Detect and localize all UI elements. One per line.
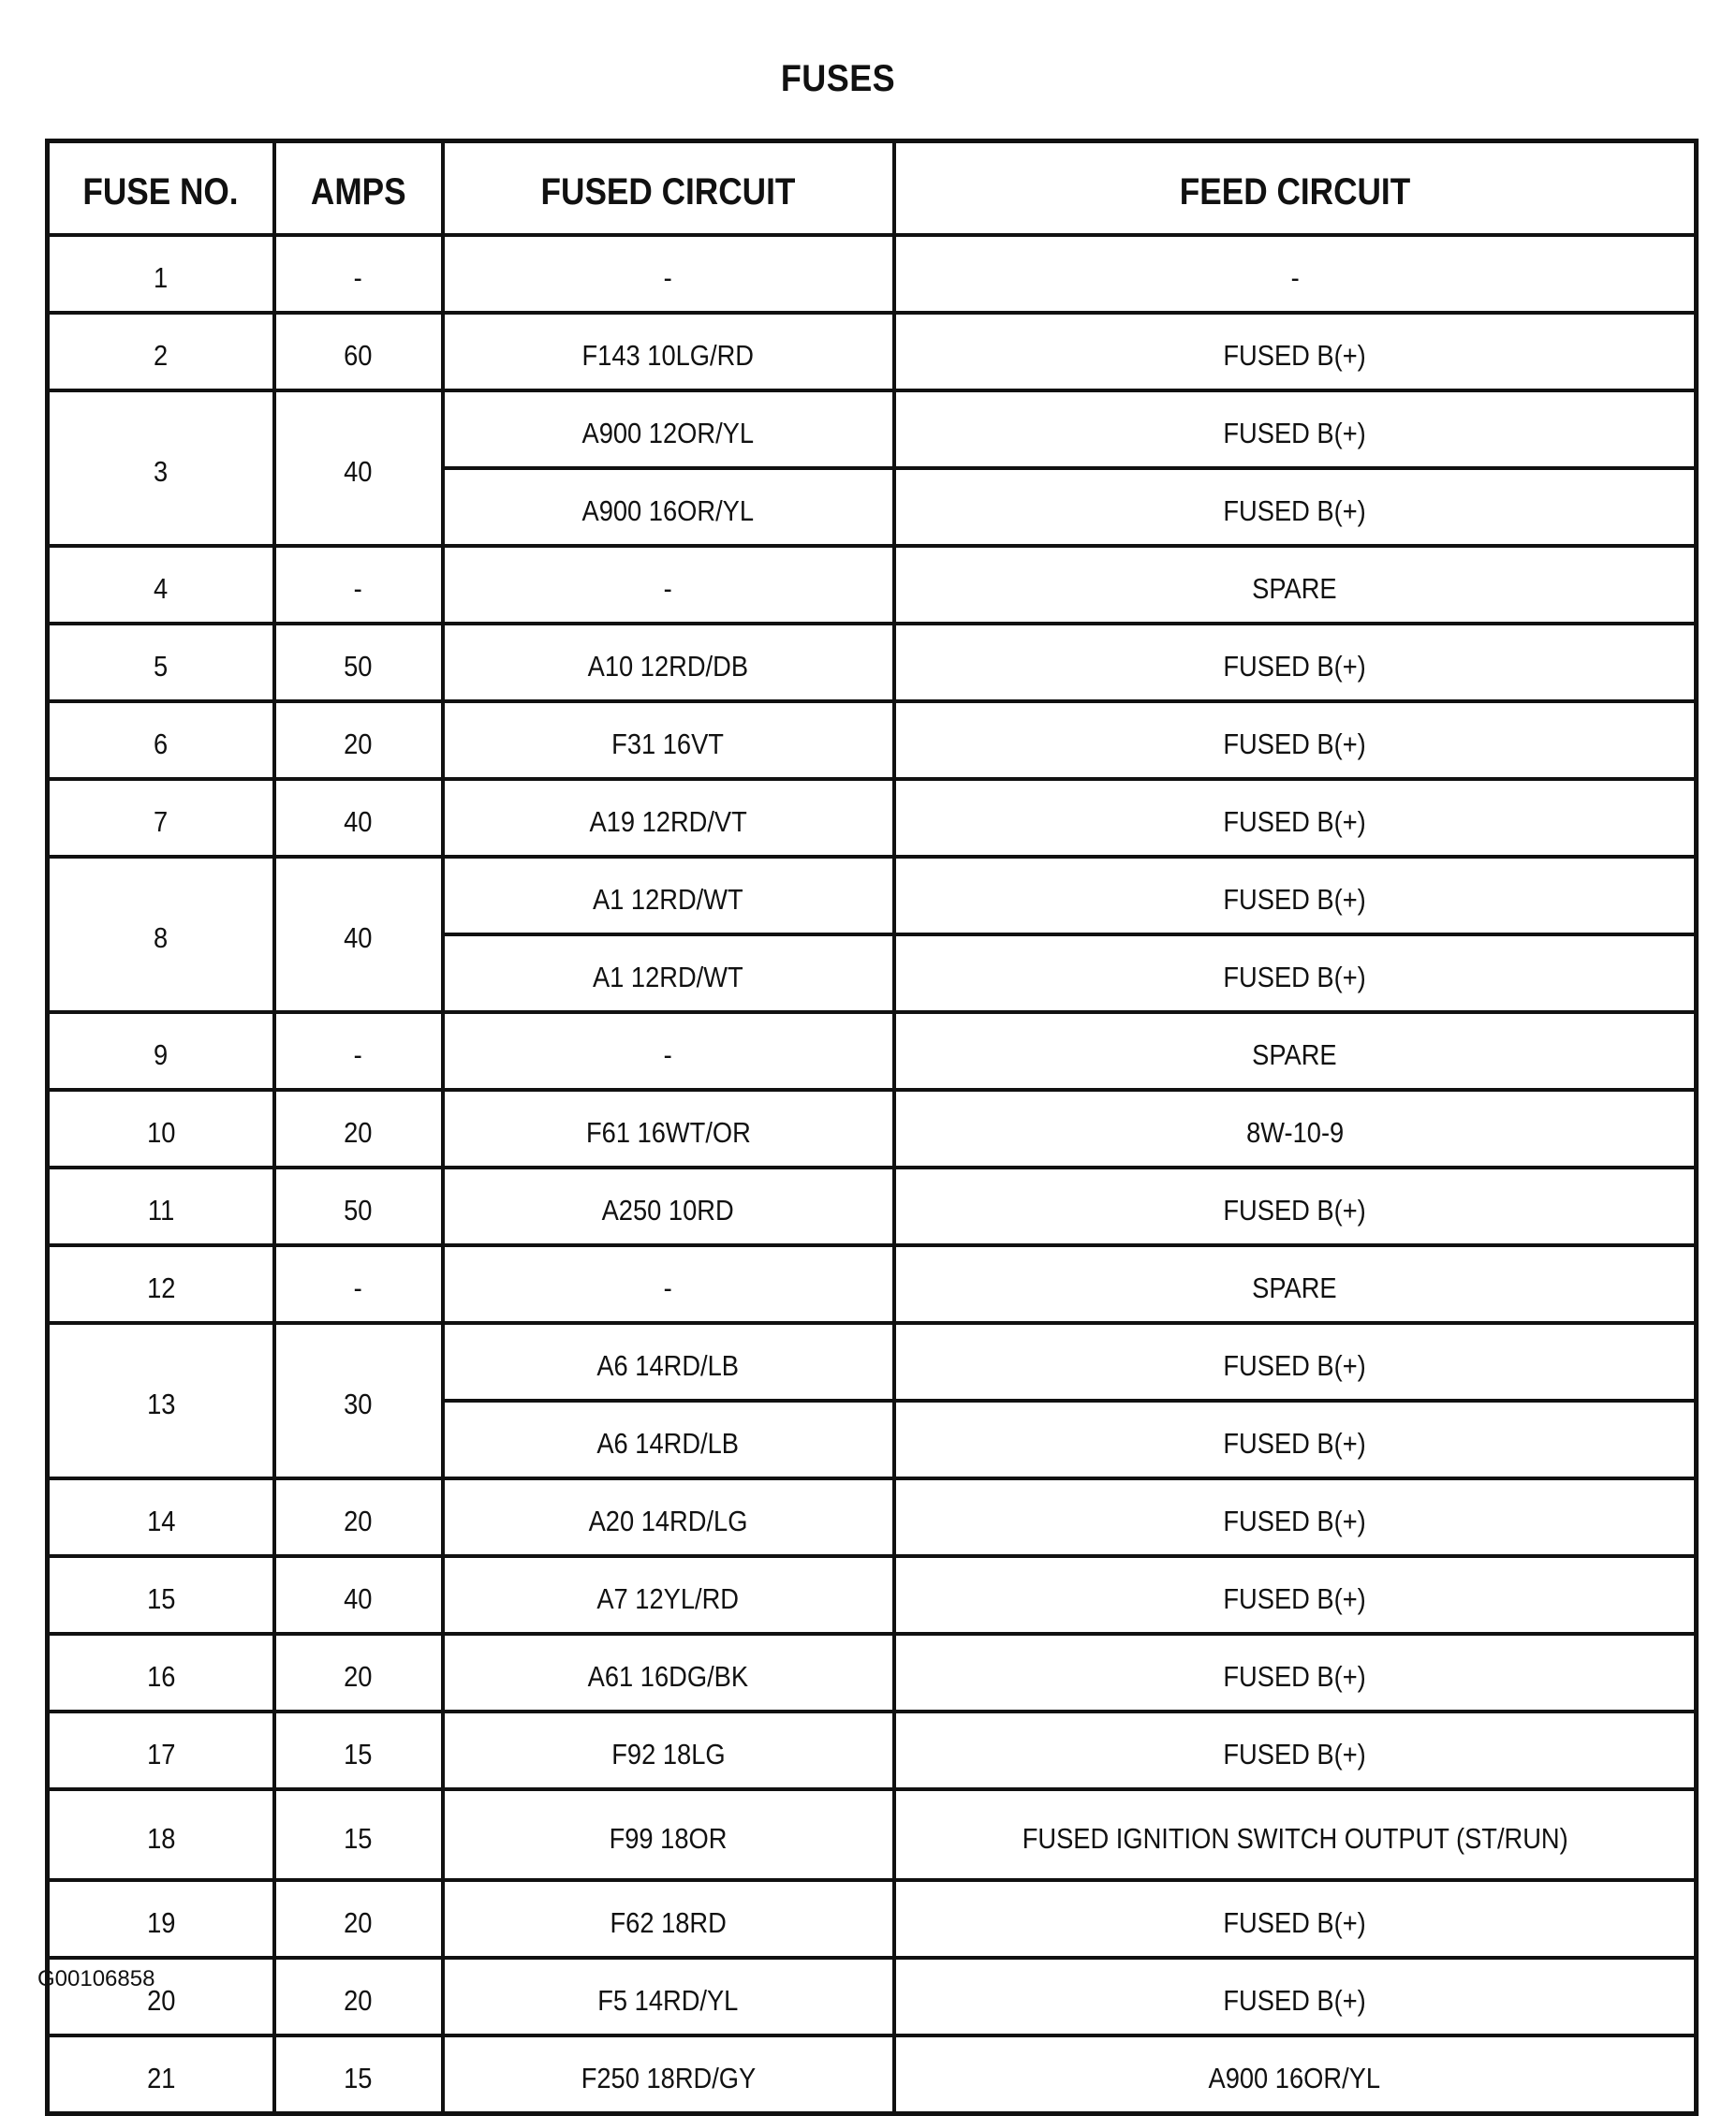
fuse-number-cell: 7 xyxy=(48,779,274,857)
amps-cell: 40 xyxy=(274,1556,443,1634)
table-row xyxy=(48,2035,1697,2114)
table-row xyxy=(48,1012,1697,1090)
fuse-number-cell: 21 xyxy=(48,2035,274,2114)
fused-circuit-cell: F31 16VT xyxy=(443,701,894,779)
header-fused-circuit: FUSED CIRCUIT xyxy=(443,141,894,236)
fused-circuit-cell: A1 12RD/WT xyxy=(443,934,894,1012)
amps-cell: 30 xyxy=(274,1323,443,1478)
fused-circuit-cell: F5 14RD/YL xyxy=(443,1958,894,2035)
feed-circuit-cell: A900 16OR/YL xyxy=(894,2035,1697,2114)
feed-circuit-cell: SPARE xyxy=(894,1012,1697,1090)
fused-circuit-cell: F92 18LG xyxy=(443,1712,894,1789)
fuse-number-cell: 17 xyxy=(48,1712,274,1789)
feed-circuit-cell: SPARE xyxy=(894,1245,1697,1323)
fused-circuit-cell: F99 18OR xyxy=(443,1789,894,1880)
fuse-number-cell: 15 xyxy=(48,1556,274,1634)
fused-circuit-cell: F62 18RD xyxy=(443,1880,894,1958)
feed-circuit-cell: FUSED B(+) xyxy=(894,1712,1697,1789)
amps-cell: - xyxy=(274,1245,443,1323)
fuse-table xyxy=(45,139,1699,2116)
fused-circuit-cell: F61 16WT/OR xyxy=(443,1090,894,1168)
fuse-number-cell: 13 xyxy=(48,1323,274,1478)
fuse-number-cell: 8 xyxy=(48,857,274,1012)
fused-circuit-cell: A20 14RD/LG xyxy=(443,1478,894,1556)
feed-circuit-cell: FUSED B(+) xyxy=(894,1958,1697,2035)
figure-code: G00106858 xyxy=(37,1966,155,1991)
fuse-number-cell: 14 xyxy=(48,1478,274,1556)
feed-circuit-cell: FUSED B(+) xyxy=(894,1168,1697,1245)
fused-circuit-cell: - xyxy=(443,1012,894,1090)
fuse-number-cell: 10 xyxy=(48,1090,274,1168)
header-row xyxy=(48,141,1697,236)
feed-circuit-cell: FUSED B(+) xyxy=(894,1880,1697,1958)
table-row xyxy=(48,779,1697,857)
amps-cell: 15 xyxy=(274,2035,443,2114)
fused-circuit-cell: A1 12RD/WT xyxy=(443,857,894,934)
fused-circuit-cell: A10 12RD/DB xyxy=(443,624,894,701)
fuse-number-cell: 11 xyxy=(48,1168,274,1245)
table-row xyxy=(48,1789,1697,1880)
feed-circuit-cell: FUSED B(+) xyxy=(894,779,1697,857)
amps-cell: 40 xyxy=(274,857,443,1012)
amps-cell: 20 xyxy=(274,1090,443,1168)
table-row xyxy=(48,1478,1697,1556)
fused-circuit-cell: A6 14RD/LB xyxy=(443,1323,894,1401)
table-row xyxy=(48,1712,1697,1789)
header-amps: AMPS xyxy=(274,141,443,236)
feed-circuit-cell: 8W-10-9 xyxy=(894,1090,1697,1168)
feed-circuit-cell: FUSED B(+) xyxy=(894,857,1697,934)
feed-circuit-cell: SPARE xyxy=(894,546,1697,624)
fuse-number-cell: 20 xyxy=(48,1958,274,2035)
amps-cell: 15 xyxy=(274,1712,443,1789)
header-feed-circuit: FEED CIRCUIT xyxy=(894,141,1697,236)
amps-cell: - xyxy=(274,235,443,313)
feed-circuit-cell: - xyxy=(894,235,1697,313)
amps-cell: 50 xyxy=(274,624,443,701)
fused-circuit-cell: A6 14RD/LB xyxy=(443,1401,894,1478)
fused-circuit-cell: A61 16DG/BK xyxy=(443,1634,894,1712)
table-row xyxy=(48,390,1697,468)
amps-cell: 40 xyxy=(274,390,443,546)
table-row xyxy=(48,857,1697,934)
fuse-number-cell: 5 xyxy=(48,624,274,701)
table-row xyxy=(48,313,1697,390)
amps-cell: - xyxy=(274,1012,443,1090)
amps-cell: 20 xyxy=(274,1478,443,1556)
fused-circuit-cell: A900 12OR/YL xyxy=(443,390,894,468)
table-row xyxy=(48,546,1697,624)
fused-circuit-cell: - xyxy=(443,235,894,313)
fused-circuit-cell: A900 16OR/YL xyxy=(443,468,894,546)
table-row xyxy=(48,1880,1697,1958)
feed-circuit-cell: FUSED B(+) xyxy=(894,934,1697,1012)
amps-cell: 40 xyxy=(274,779,443,857)
fuse-number-cell: 19 xyxy=(48,1880,274,1958)
table-row xyxy=(48,624,1697,701)
amps-cell: 15 xyxy=(274,1789,443,1880)
fuse-table-body xyxy=(48,235,1697,2114)
fused-circuit-cell: A19 12RD/VT xyxy=(443,779,894,857)
table-row xyxy=(48,1556,1697,1634)
page-title: FUSES xyxy=(780,58,896,99)
amps-cell: 20 xyxy=(274,1880,443,1958)
fused-circuit-cell: F143 10LG/RD xyxy=(443,313,894,390)
feed-circuit-cell: FUSED B(+) xyxy=(894,468,1697,546)
amps-cell: 60 xyxy=(274,313,443,390)
feed-circuit-cell: FUSED B(+) xyxy=(894,313,1697,390)
fuse-number-cell: 6 xyxy=(48,701,274,779)
fused-circuit-cell: A250 10RD xyxy=(443,1168,894,1245)
table-row xyxy=(48,1634,1697,1712)
fuse-number-cell: 9 xyxy=(48,1012,274,1090)
fuse-number-cell: 3 xyxy=(48,390,274,546)
fuse-number-cell: 16 xyxy=(48,1634,274,1712)
fuse-number-cell: 1 xyxy=(48,235,274,313)
amps-cell: 20 xyxy=(274,1958,443,2035)
amps-cell: - xyxy=(274,546,443,624)
feed-circuit-cell: FUSED B(+) xyxy=(894,1401,1697,1478)
feed-circuit-cell: FUSED B(+) xyxy=(894,390,1697,468)
feed-circuit-cell: FUSED B(+) xyxy=(894,624,1697,701)
table-row xyxy=(48,1090,1697,1168)
fused-circuit-cell: A7 12YL/RD xyxy=(443,1556,894,1634)
table-row xyxy=(48,1245,1697,1323)
table-row xyxy=(48,1958,1697,2035)
fused-circuit-cell: - xyxy=(443,1245,894,1323)
amps-cell: 20 xyxy=(274,1634,443,1712)
fused-circuit-cell: F250 18RD/GY xyxy=(443,2035,894,2114)
feed-circuit-cell: FUSED B(+) xyxy=(894,1478,1697,1556)
table-row xyxy=(48,1323,1697,1401)
amps-cell: 50 xyxy=(274,1168,443,1245)
table-row xyxy=(48,235,1697,313)
fused-circuit-cell: - xyxy=(443,546,894,624)
table-row xyxy=(48,701,1697,779)
feed-circuit-cell: FUSED B(+) xyxy=(894,1323,1697,1401)
feed-circuit-cell: FUSED B(+) xyxy=(894,1556,1697,1634)
table-row xyxy=(48,1168,1697,1245)
feed-circuit-cell: FUSED IGNITION SWITCH OUTPUT (ST/RUN) xyxy=(894,1789,1697,1880)
fuse-number-cell: 12 xyxy=(48,1245,274,1323)
header-fuse-no: FUSE NO. xyxy=(48,141,274,236)
feed-circuit-cell: FUSED B(+) xyxy=(894,1634,1697,1712)
fuse-number-cell: 18 xyxy=(48,1789,274,1880)
amps-cell: 20 xyxy=(274,701,443,779)
fuse-number-cell: 4 xyxy=(48,546,274,624)
feed-circuit-cell: FUSED B(+) xyxy=(894,701,1697,779)
fuse-number-cell: 2 xyxy=(48,313,274,390)
